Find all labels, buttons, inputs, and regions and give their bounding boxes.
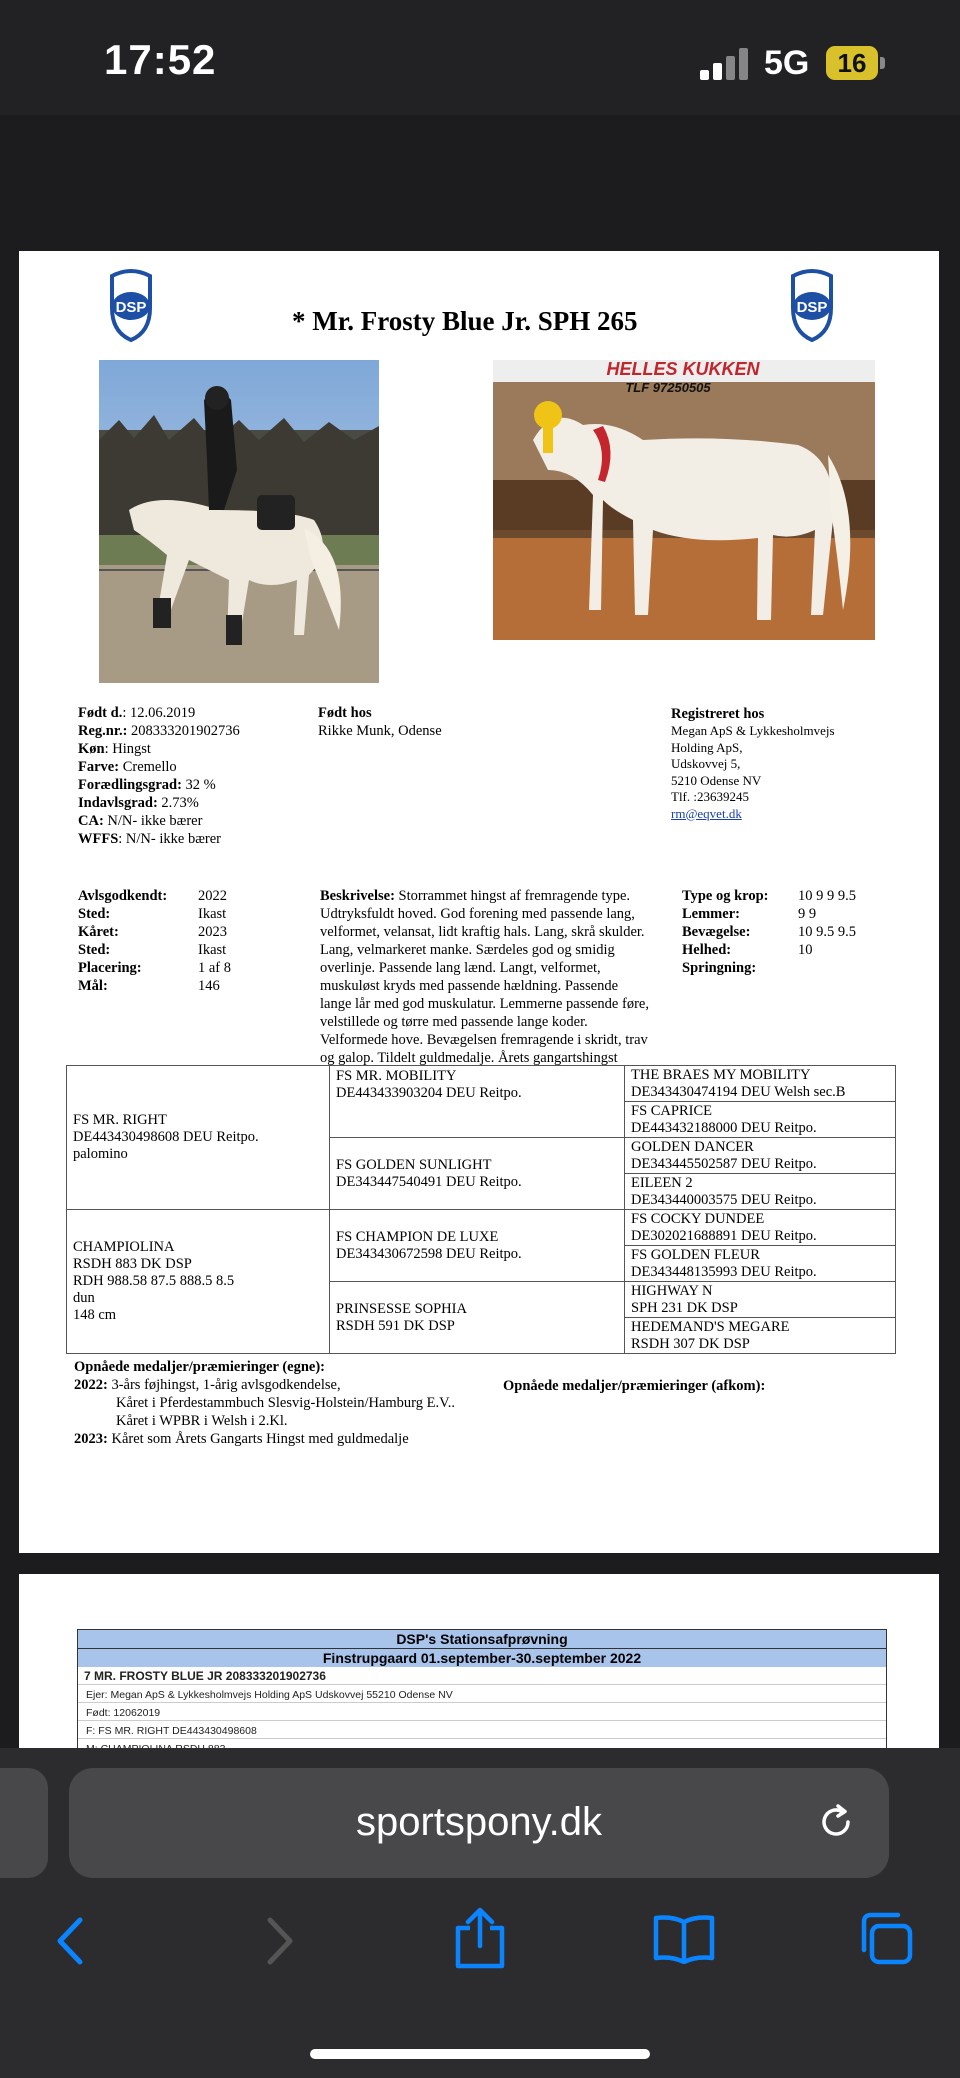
pedigree-gp2: FS GOLDEN SUNLIGHT DE343447540491 DEU Reitpo.: [330, 1138, 625, 1210]
pedigree-ggp4: EILEEN 2 DE343440003575 DEU Reitpo.: [625, 1174, 896, 1210]
previous-tab-peek[interactable]: [0, 1768, 48, 1878]
share-icon[interactable]: [452, 1906, 508, 1970]
tabs-icon[interactable]: [856, 1910, 916, 1968]
pedigree-ggp1: THE BRAES MY MOBILITY DE343430474194 DEU Welsh sec.B: [625, 1066, 896, 1102]
station-owner: Ejer: Megan ApS & Lykkesholmvejs Holding ApS Udskovvej 55210 Odense NV: [86, 1689, 453, 1701]
horse-info: Født d.: 12.06.2019 Reg.nr.: 208333201902736 Køn: Hingst Farve: Cremello Forædlingsgrad: 32 % Indavlsgrad: 2.73% CA: N/N- ikke bærer WFFS: N/N- ikke bærer: [78, 705, 240, 847]
url-text[interactable]: sportspony.dk: [355, 1800, 603, 1844]
page-title: * Mr. Frosty Blue Jr. SPH 265: [292, 306, 638, 336]
station-father: F: FS MR. RIGHT DE443430498608: [86, 1725, 257, 1737]
forward-icon[interactable]: [258, 1916, 298, 1966]
medals-own-label: Opnåede medaljer/præmieringer (egne):: [74, 1359, 326, 1375]
home-indicator[interactable]: [310, 2049, 650, 2059]
pedigree-sire: FS MR. RIGHT DE443430498608 DEU Reitpo. palomino: [67, 1066, 330, 1210]
pedigree-gp1: FS MR. MOBILITY DE443433903204 DEU Reitpo.: [330, 1066, 625, 1138]
email-link[interactable]: rm@eqvet.dk: [671, 805, 742, 821]
scores: Type og krop: 10 9 9 9.5 Lemmer: 9 9 Bevægelse: 10 9.5 9.5 Helhed: 10 Springning:: [682, 888, 856, 976]
back-icon[interactable]: [52, 1916, 92, 1966]
medals-offspring-label: Opnåede medaljer/præmieringer (afkom):: [503, 1378, 766, 1394]
svg-text:HELLES KUKKEN: HELLES KUKKEN: [606, 360, 760, 379]
pedigree-ggp3: GOLDEN DANCER DE343445502587 DEU Reitpo.: [625, 1138, 896, 1174]
pedigree-ggp8: HEDEMAND'S MEGARE RSDH 307 DK DSP: [625, 1318, 896, 1354]
pedigree-table: [66, 1065, 896, 1354]
network-type: 5G: [764, 44, 810, 82]
pedigree-ggp2: FS CAPRICE DE443432188000 DEU Reitpo.: [625, 1102, 896, 1138]
approval-info: Avlsgodkendt: 2022 Sted: Ikast Kåret: 2023 Sted: Ikast Placering: 1 af 8 Mål: 146: [78, 888, 232, 994]
born-at: Født hos Rikke Munk, Odense: [318, 705, 442, 739]
reload-icon[interactable]: [816, 1802, 856, 1842]
pedigree-ggp6: FS GOLDEN FLEUR DE343448135993 DEU Reitpo.: [625, 1246, 896, 1282]
pedigree-dam: CHAMPIOLINA RSDH 883 DK DSP RDH 988.58 87.5 888.5 8.5 dun 148 cm: [67, 1210, 330, 1354]
medals-list: 2022: 3-års føjhingst, 1-årig avlsgodkendelse, Kåret i Pferdestammbuch Slesvig-Holstein/Hamburg E.V.. Kåret i WPBR i Welsh i 2.Kl. 2023: Kåret som Årets Gangarts Hingst med guldmedalje: [74, 1377, 455, 1447]
registered-at: Registreret hos Megan ApS & Lykkesholmvejs Holding ApS, Udskovvej 5, 5210 Odense NV Tlf. :23639245 rm@eqvet.dk: [671, 706, 835, 821]
battery-cap: [880, 57, 885, 69]
photo-show-horse: [493, 360, 875, 640]
station-row-title: 7 MR. FROSTY BLUE JR 208333201902736: [84, 1669, 326, 1683]
dsp-logo-right: [779, 268, 845, 344]
photo-ridden-horse: [99, 360, 379, 683]
station-subheader: Finstrupgaard 01.september-30.september 2022: [77, 1648, 887, 1668]
svg-text:DSP: DSP: [796, 299, 828, 316]
status-time: 17:52: [104, 36, 217, 83]
svg-text:DSP: DSP: [115, 299, 147, 316]
pedigree-ggp7: HIGHWAY N SPH 231 DK DSP: [625, 1282, 896, 1318]
signal-icon: [700, 48, 752, 80]
station-header: DSP's Stationsafprøvning: [77, 1629, 887, 1649]
station-born: Født: 12062019: [86, 1707, 161, 1719]
pedigree-gp3: FS CHAMPION DE LUXE DE343430672598 DEU Reitpo.: [330, 1210, 625, 1282]
description: Beskrivelse: Storrammet hingst af fremragende type. Udtryksfuldt hoved. God forening med passende lang, velformet, velansat, lidt kraftig hals. Lang, skrå skulder. Lang, velmarkeret manke. Særdeles god og smidig overlinje. Passende lang lænd. Langt, velformet, muskuløst kryds med passende hældning. Passende lange lår med god muskulatur. Lemmerne passende føre, velstillede og tørre med passende lange koder. Velformede hove. Bevægelsen fremragende i skridt, trav og galop. Tildelt guldmedalje. Årets gangartshingst: [320, 888, 649, 1066]
pedigree-gp4: PRINSESSE SOPHIA RSDH 591 DK DSP: [330, 1282, 625, 1354]
dsp-logo-left: [98, 268, 164, 344]
svg-text:TLF 97250505: TLF 97250505: [625, 380, 711, 395]
battery-icon: 16: [826, 46, 878, 80]
pedigree-ggp5: FS COCKY DUNDEE DE302021688891 DEU Reitpo.: [625, 1210, 896, 1246]
bookmarks-icon[interactable]: [652, 1914, 716, 1964]
